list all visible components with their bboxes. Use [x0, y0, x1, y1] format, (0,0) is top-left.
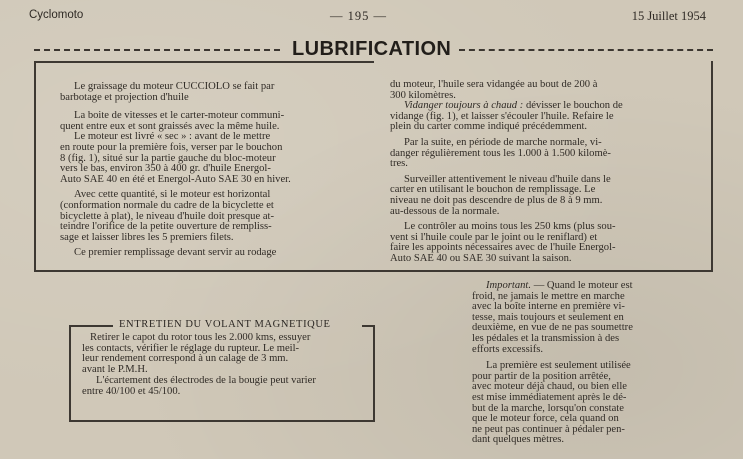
paragraph-oil-level: [60, 190, 358, 243]
left-column: [60, 82, 358, 264]
paragraph-gearbox: [60, 111, 358, 132]
text-line: danger régulièrement tous les 1.000 à 1.500 kilomè-: [390, 147, 611, 159]
magneto-text: [82, 333, 372, 403]
text-line: tres.: [390, 158, 408, 170]
text-line: plein du carter comme indiqué précédemment.: [390, 121, 588, 133]
important-column: [472, 281, 704, 451]
text-line: pour partir de la position arrêtée,: [472, 370, 611, 382]
section-title: LUBRIFICATION: [292, 38, 452, 60]
text-line: les contacts, vérifier le réglage du rupteur. Le meil-: [82, 342, 300, 354]
text-line: quent entre eux et sont graissés avec la même huile.: [60, 120, 280, 132]
right-column: [390, 80, 690, 270]
text-line: bicyclette à plat), le niveau d'huile doit presque at-: [60, 210, 274, 222]
text-line: du moteur, l'huile sera vidangée au bout de 200 à: [390, 79, 598, 90]
text-line: La première est seulement utilisée: [486, 360, 631, 372]
text-line: Le moteur est livré « sec » : avant de le mettre: [74, 131, 271, 143]
text-fragment: dévisser le bouchon de: [525, 100, 623, 112]
paragraph-intro: [60, 82, 358, 103]
text-line: est mise immédiatement après le dé-: [472, 391, 627, 403]
text-line: carter en utilisant le bouchon de remplissage. Le: [390, 184, 596, 196]
drain-hot-label: Vidanger toujours à chaud :: [404, 100, 524, 112]
text-line: 8 (fig. 1), situé sur la partie gauche du bloc-moteur: [60, 152, 276, 164]
lubrication-frame-top: [34, 61, 374, 63]
text-line: (conformation normale du cadre de la bicyclette et: [60, 199, 274, 211]
issue-date: 15 Juillet 1954: [631, 9, 706, 23]
important-label: Important.: [486, 280, 532, 291]
text-line: vent si l'huile coule par le joint ou le reniflard) et: [390, 231, 598, 243]
paragraph-check-interval: [390, 222, 690, 264]
paragraph-first-fill: [60, 248, 358, 259]
text-line: vidange (fig. 1), et laisser s'écouler l'huile. Refaire le: [390, 110, 614, 122]
text-line: but de la marche, lorsqu'on constate: [472, 402, 624, 414]
text-line: Le contrôler au moins tous les 250 kms (plus sou-: [404, 221, 616, 233]
text-line: froid, ne jamais le mettre en marche: [472, 290, 625, 302]
paragraph-first-gear: [472, 361, 704, 446]
paragraph-spark-plug: [82, 376, 372, 397]
text-line: ne peut pas continuer à pédaler pen-: [472, 423, 625, 435]
text-line: Auto SAE 40 ou SAE 30 suivant la saison.: [390, 252, 572, 264]
text-line: La boite de vitesses et le carter-moteur communi-: [74, 110, 285, 122]
title-rule-right: [459, 49, 713, 51]
paragraph-important: [472, 281, 704, 355]
text-line: teindre l'orifice de la petite ouverture de rempliss-: [60, 221, 272, 233]
paragraph-monitor-level: [390, 175, 690, 217]
text-line: Surveiller attentivement le niveau d'huile dans le: [404, 173, 611, 185]
text-line: Ce premier remplissage devant servir au rodage: [74, 247, 277, 259]
text-line: avant le P.M.H.: [82, 363, 148, 375]
text-line: L'écartement des électrodes de la bougie peut varier: [96, 375, 316, 387]
text-line: Retirer le capot du rotor tous les 2.000 kms, essuyer: [90, 332, 311, 343]
text-line: Le graissage du moteur CUCCIOLO se fait par: [74, 81, 275, 92]
page-number: — 195 —: [330, 9, 387, 23]
text-line: faire les appoints nécessaires avec de l'huile Energol-: [390, 242, 616, 254]
text-line: dant quelques mètres.: [472, 434, 565, 446]
text-line: leur rendement correspond à un calage de 3 mm.: [82, 353, 289, 365]
paragraph-rotor: [82, 333, 372, 375]
text-line: les pédales et la transmission à des: [472, 332, 620, 344]
text-fragment: — Quand le moteur est: [533, 280, 633, 291]
text-line: efforts excessifs.: [472, 343, 543, 355]
magneto-box-top-left: [69, 325, 113, 327]
paragraph-dry-delivery: [60, 132, 358, 185]
magazine-name: Cyclomoto: [29, 9, 84, 21]
text-line: 300 kilomètres.: [390, 89, 456, 101]
text-line: vers le bas, environ 350 à 400 gr. d'huile Energol-: [60, 163, 271, 175]
text-line: au-dessous de la normale.: [390, 205, 500, 217]
magneto-box-title: ENTRETIEN DU VOLANT MAGNETIQUE: [119, 319, 331, 330]
text-line: [472, 281, 704, 292]
magneto-box-top-right: [362, 325, 375, 327]
text-line: Avec cette quantité, si le moteur est horizontal: [74, 189, 271, 201]
text-line: que le moteur force, cela quand on: [472, 413, 619, 425]
paragraph-drain-interval: [390, 138, 690, 170]
text-line: entre 40/100 et 45/100.: [82, 385, 181, 397]
paragraph-drain-hot: [390, 101, 690, 133]
title-rule-left: [34, 49, 280, 51]
text-line: Par la suite, en période de marche normale, vi-: [404, 136, 602, 148]
text-line: avec la boîte interne en première vi-: [472, 301, 625, 313]
text-line: niveau ne doit pas descendre de plus de 8 à 9 mm.: [390, 194, 603, 206]
text-line: sage et laisser libres les 5 premiers filets.: [60, 231, 234, 243]
text-line: barbotage et projection d'huile: [60, 91, 189, 103]
paragraph-running-in: [390, 80, 690, 101]
text-line: deuxième, en vue de ne pas soumettre: [472, 322, 633, 334]
text-line: avec moteur déjà chaud, ou bien elle: [472, 381, 628, 393]
text-line: en route pour la première fois, verser par le bouchon: [60, 141, 283, 153]
text-line: tesse, mais toujours et seulement en: [472, 311, 624, 323]
text-line: Auto SAE 40 en été et Energol-Auto SAE 30 en hiver.: [60, 173, 291, 185]
